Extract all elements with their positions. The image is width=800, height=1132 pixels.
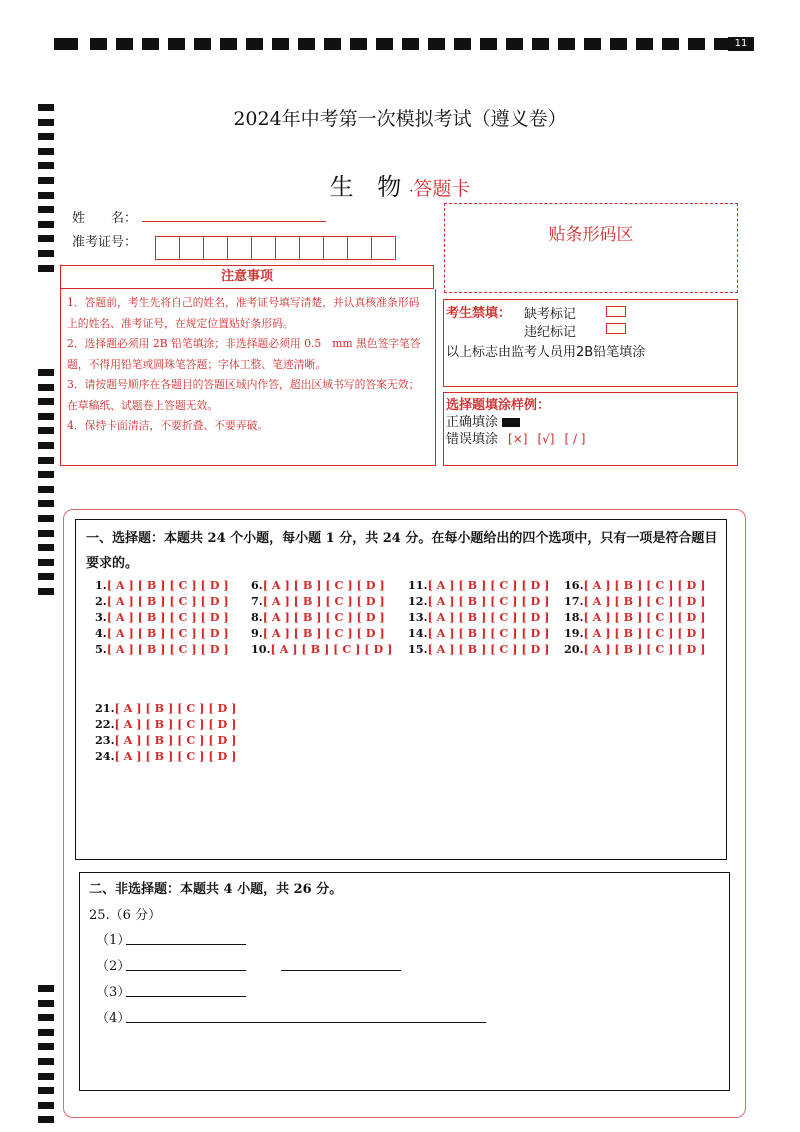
timing-mark bbox=[584, 38, 601, 50]
choice-question[interactable] bbox=[408, 641, 549, 657]
absent-mark-box[interactable] bbox=[606, 306, 626, 317]
side-timing-mark bbox=[38, 384, 54, 391]
side-timing-mark bbox=[38, 500, 54, 507]
violation-label: 违纪标记 bbox=[524, 325, 577, 340]
answer-options[interactable]: [ A ] [ B ] [ C ] [ D ] bbox=[427, 642, 550, 656]
sub-question-1-label: （1） bbox=[96, 933, 131, 948]
question-number: 8. bbox=[251, 610, 263, 624]
answer-options[interactable]: [ A ] [ B ] [ C ] [ D ] bbox=[262, 578, 385, 592]
choice-question[interactable] bbox=[251, 577, 385, 593]
exam-id-digit-box[interactable] bbox=[371, 236, 396, 260]
non-choice-heading: 二、非选择题：本题共 4 小题，共 26 分。 bbox=[89, 882, 343, 897]
side-timing-mark bbox=[38, 221, 54, 228]
side-timing-mark bbox=[38, 1116, 54, 1123]
timing-mark bbox=[636, 38, 653, 50]
choice-question[interactable] bbox=[251, 625, 385, 641]
choice-question[interactable] bbox=[251, 593, 385, 609]
choice-question[interactable] bbox=[95, 609, 229, 625]
side-timing-mark bbox=[38, 559, 54, 566]
question-number: 16. bbox=[564, 578, 584, 592]
choice-question[interactable] bbox=[95, 625, 229, 641]
side-timing-mark bbox=[38, 427, 54, 434]
multiple-choice-section bbox=[75, 519, 727, 860]
answer-options[interactable]: [ A ] [ B ] [ C ] [ D ] bbox=[427, 626, 550, 640]
timing-mark bbox=[194, 38, 211, 50]
timing-mark bbox=[298, 38, 315, 50]
side-timing-mark bbox=[38, 250, 54, 257]
choice-question[interactable] bbox=[564, 593, 705, 609]
choice-question[interactable] bbox=[95, 577, 229, 593]
side-timing-mark bbox=[38, 1043, 54, 1050]
timing-mark bbox=[350, 38, 367, 50]
question-number: 3. bbox=[95, 610, 107, 624]
question-number: 18. bbox=[564, 610, 584, 624]
wrong-mark-cross: [×] bbox=[508, 432, 528, 446]
side-timing-mark bbox=[38, 1102, 54, 1109]
page-number: 11 bbox=[728, 37, 754, 51]
sub-question-2-label: （2） bbox=[96, 959, 131, 974]
question-number: 9. bbox=[251, 626, 263, 640]
wrong-mark-check: [√] bbox=[537, 432, 555, 446]
subject-dot: · bbox=[409, 184, 414, 199]
wrong-mark-slash: [ / ] bbox=[564, 432, 586, 446]
side-timing-mark bbox=[38, 985, 54, 992]
wrong-fill-label: 错误填涂 bbox=[446, 432, 499, 447]
timing-mark bbox=[532, 38, 549, 50]
side-timing-mark bbox=[38, 369, 54, 376]
sub-question-3-label: （3） bbox=[96, 985, 131, 1000]
question-number: 23. bbox=[95, 733, 115, 747]
answer-options[interactable]: [ A ] [ B ] [ C ] [ D ] bbox=[114, 749, 237, 763]
side-timing-mark bbox=[38, 515, 54, 522]
side-timing-mark bbox=[38, 1087, 54, 1094]
side-timing-mark bbox=[38, 133, 54, 140]
side-timing-mark bbox=[38, 235, 54, 242]
choice-question[interactable] bbox=[408, 625, 549, 641]
choice-question[interactable] bbox=[251, 641, 392, 657]
question-number: 24. bbox=[95, 749, 115, 763]
choice-question[interactable] bbox=[95, 700, 236, 716]
timing-mark bbox=[662, 38, 679, 50]
answer-options[interactable]: [ A ] [ B ] [ C ] [ D ] bbox=[427, 578, 550, 592]
timing-mark bbox=[610, 38, 627, 50]
exam-id-digit-box[interactable] bbox=[323, 236, 348, 260]
side-timing-mark bbox=[38, 1000, 54, 1007]
answer-card-label: 答题卡 bbox=[413, 178, 471, 200]
answer-line-1[interactable] bbox=[126, 944, 246, 945]
side-timing-mark bbox=[38, 486, 54, 493]
timing-mark bbox=[142, 38, 159, 50]
choice-question[interactable] bbox=[95, 716, 236, 732]
exam-id-label: 准考证号： bbox=[72, 235, 138, 250]
side-timing-mark bbox=[38, 1058, 54, 1065]
exam-id-digit-box[interactable] bbox=[179, 236, 204, 260]
question-number: 7. bbox=[251, 594, 263, 608]
choice-question[interactable] bbox=[564, 609, 705, 625]
question-number: 11. bbox=[408, 578, 428, 592]
answer-line-2b[interactable] bbox=[281, 970, 401, 971]
choice-question[interactable] bbox=[564, 641, 705, 657]
timing-mark bbox=[402, 38, 419, 50]
side-timing-mark bbox=[38, 206, 54, 213]
choice-question[interactable] bbox=[95, 641, 229, 657]
choice-question[interactable] bbox=[408, 609, 549, 625]
question-number: 22. bbox=[95, 717, 115, 731]
timing-mark bbox=[454, 38, 471, 50]
exam-title: 2024年中考第一次模拟考试（遵义卷） bbox=[233, 108, 567, 130]
answer-options[interactable]: [ A ] [ B ] [ C ] [ D ] bbox=[114, 733, 237, 747]
side-timing-mark bbox=[38, 457, 54, 464]
answer-options[interactable]: [ A ] [ B ] [ C ] [ D ] bbox=[583, 610, 706, 624]
timing-mark bbox=[688, 38, 705, 50]
exam-id-digit-box[interactable] bbox=[347, 236, 372, 260]
question-number: 17. bbox=[564, 594, 584, 608]
answer-options[interactable]: [ A ] [ B ] [ C ] [ D ] bbox=[427, 610, 550, 624]
question-number: 15. bbox=[408, 642, 428, 656]
answer-options[interactable]: [ A ] [ B ] [ C ] [ D ] bbox=[106, 626, 229, 640]
timing-mark bbox=[428, 38, 445, 50]
side-timing-mark bbox=[38, 398, 54, 405]
subject-heading bbox=[0, 167, 800, 202]
answer-options[interactable]: [ A ] [ B ] [ C ] [ D ] bbox=[583, 626, 706, 640]
answer-options[interactable]: [ A ] [ B ] [ C ] [ D ] bbox=[106, 594, 229, 608]
exam-id-digit-box[interactable] bbox=[275, 236, 300, 260]
proctor-only-box bbox=[443, 299, 738, 387]
exam-id-digit-box[interactable] bbox=[251, 236, 276, 260]
answer-options[interactable]: [ A ] [ B ] [ C ] [ D ] bbox=[114, 701, 237, 715]
filled-box-icon bbox=[502, 418, 520, 427]
timing-mark bbox=[116, 38, 133, 50]
answer-options[interactable]: [ A ] [ B ] [ C ] [ D ] bbox=[106, 610, 229, 624]
choice-question[interactable] bbox=[408, 593, 549, 609]
side-timing-mark bbox=[38, 413, 54, 420]
question-25-label: 25.（6 分） bbox=[89, 908, 162, 923]
answer-options[interactable]: [ A ] [ B ] [ C ] [ D ] bbox=[262, 610, 385, 624]
question-number: 5. bbox=[95, 642, 107, 656]
exam-id-digit-box[interactable] bbox=[203, 236, 228, 260]
side-timing-mark bbox=[38, 1029, 54, 1036]
choice-question[interactable] bbox=[95, 593, 229, 609]
answer-options[interactable]: [ A ] [ B ] [ C ] [ D ] bbox=[262, 594, 385, 608]
side-timing-mark bbox=[38, 588, 54, 595]
timing-mark bbox=[272, 38, 289, 50]
timing-mark bbox=[246, 38, 263, 50]
notice-item: 2．选择题必须用 2B 铅笔填涂；非选择题必须用 0.5 mm 黑色签字笔答题，不得用铅笔或圆珠笔答题；字体工整、笔迹清晰。 bbox=[67, 337, 421, 371]
correct-fill-label: 正确填涂 bbox=[446, 415, 499, 430]
timing-mark bbox=[506, 38, 523, 50]
question-number: 4. bbox=[95, 626, 107, 640]
notice-title: 注意事项 bbox=[60, 265, 434, 289]
side-timing-mark bbox=[38, 1073, 54, 1080]
notice-list bbox=[60, 289, 436, 466]
answer-options[interactable]: [ A ] [ B ] [ C ] [ D ] bbox=[106, 642, 229, 656]
notice-item: 3．请按题号顺序在各题目的答题区域内作答，超出区域书写的答案无效；在草稿纸、试题卷上答题无效。 bbox=[67, 378, 420, 412]
answer-options[interactable]: [ A ] [ B ] [ C ] [ D ] bbox=[106, 578, 229, 592]
notice-item: 4．保持卡面清洁，不要折叠、不要弄破。 bbox=[67, 419, 269, 432]
sub-question-4-label: （4） bbox=[96, 1011, 131, 1026]
question-number: 12. bbox=[408, 594, 428, 608]
timing-mark bbox=[324, 38, 341, 50]
fill-sample-box bbox=[443, 392, 738, 466]
question-number: 6. bbox=[251, 578, 263, 592]
choice-question[interactable] bbox=[95, 732, 236, 748]
question-number: 21. bbox=[95, 701, 115, 715]
answer-line-4[interactable] bbox=[126, 1022, 486, 1023]
choice-question[interactable] bbox=[251, 609, 385, 625]
question-number: 20. bbox=[564, 642, 584, 656]
question-number: 19. bbox=[564, 626, 584, 640]
exam-id-digit-box[interactable] bbox=[227, 236, 252, 260]
side-timing-mark bbox=[38, 148, 54, 155]
question-number: 1. bbox=[95, 578, 107, 592]
non-choice-section bbox=[79, 872, 730, 1091]
subject-name: 生 物 bbox=[329, 173, 410, 201]
question-number: 14. bbox=[408, 626, 428, 640]
answer-options[interactable]: [ A ] [ B ] [ C ] [ D ] bbox=[270, 642, 393, 656]
absent-label: 缺考标记 bbox=[524, 307, 577, 322]
timing-mark bbox=[220, 38, 237, 50]
name-field[interactable] bbox=[142, 221, 326, 222]
answer-options[interactable]: [ A ] [ B ] [ C ] [ D ] bbox=[583, 578, 706, 592]
proctor-note: 以上标志由监考人员用2B铅笔填涂 bbox=[446, 345, 646, 360]
timing-mark bbox=[54, 38, 78, 50]
choice-question[interactable] bbox=[564, 625, 705, 641]
answer-options[interactable]: [ A ] [ B ] [ C ] [ D ] bbox=[114, 717, 237, 731]
side-timing-mark bbox=[38, 530, 54, 537]
name-label: 姓 名： bbox=[72, 211, 138, 226]
side-timing-mark bbox=[38, 573, 54, 580]
barcode-area bbox=[444, 203, 738, 293]
side-timing-mark bbox=[38, 1014, 54, 1021]
timing-mark bbox=[90, 38, 107, 50]
answer-line-3[interactable] bbox=[126, 996, 246, 997]
timing-mark bbox=[376, 38, 393, 50]
answer-options[interactable]: [ A ] [ B ] [ C ] [ D ] bbox=[583, 594, 706, 608]
side-timing-mark bbox=[38, 442, 54, 449]
question-number: 13. bbox=[408, 610, 428, 624]
multiple-choice-heading: 一、选择题：本题共 24 个小题，每小题 1 分，共 24 分。在每小题给出的四个选项中，只有一项是符合题目要求的。 bbox=[86, 531, 718, 571]
answer-options[interactable]: [ A ] [ B ] [ C ] [ D ] bbox=[583, 642, 706, 656]
side-timing-mark bbox=[38, 471, 54, 478]
proctor-only-title: 考生禁填： bbox=[446, 306, 512, 321]
top-timing-marks bbox=[54, 38, 754, 52]
notice-item: 1．答题前，考生先将自己的姓名，准考证号填写清楚，并认真核准条形码上的姓名、准考证号，在规定位置贴好条形码。 bbox=[67, 296, 420, 330]
answer-options[interactable]: [ A ] [ B ] [ C ] [ D ] bbox=[427, 594, 550, 608]
choice-question[interactable] bbox=[408, 577, 549, 593]
choice-question[interactable] bbox=[95, 748, 236, 764]
answer-line-2a[interactable] bbox=[126, 970, 246, 971]
question-number: 10. bbox=[251, 642, 271, 656]
violation-mark-box[interactable] bbox=[606, 323, 626, 334]
question-number: 2. bbox=[95, 594, 107, 608]
timing-mark bbox=[168, 38, 185, 50]
barcode-label: 贴条形码区 bbox=[548, 225, 634, 245]
choice-question[interactable] bbox=[564, 577, 705, 593]
timing-mark bbox=[480, 38, 497, 50]
timing-mark bbox=[558, 38, 575, 50]
answer-options[interactable]: [ A ] [ B ] [ C ] [ D ] bbox=[262, 626, 385, 640]
fill-sample-title: 选择题填涂样例： bbox=[446, 398, 551, 413]
exam-id-digit-box[interactable] bbox=[299, 236, 324, 260]
exam-id-boxes[interactable] bbox=[156, 236, 396, 260]
exam-id-digit-box[interactable] bbox=[155, 236, 180, 260]
side-timing-mark bbox=[38, 544, 54, 551]
side-timing-mark bbox=[38, 265, 54, 272]
wrong-fill-sample bbox=[446, 428, 586, 447]
